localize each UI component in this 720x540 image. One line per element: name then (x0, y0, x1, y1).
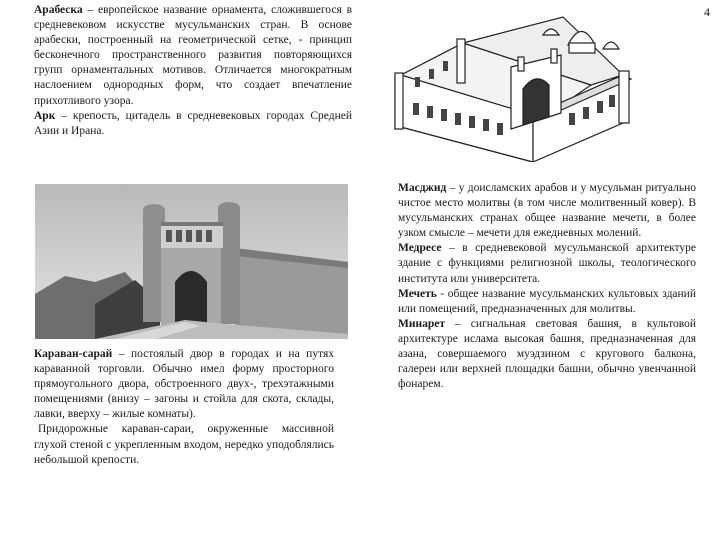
term: Арк (34, 109, 56, 122)
entry-masjid (398, 181, 696, 241)
term: Караван-сарай (34, 348, 113, 360)
definition: – в средневековой мусульманской архитектуре здание с функциями религиозной школы, теологического института или университета. (398, 242, 696, 285)
ark-gate-photo (35, 184, 348, 339)
entry-mosque (398, 287, 696, 317)
term: Медресе (398, 242, 442, 255)
definition: – сигнальная световая башня, в культовой архитектуре ислама высокая башня, предназначенная для азана, совершаемого муэдзином с кругового балкона, галереи или верхней площадки башни, обычно увенчанной фонарем. (398, 317, 696, 391)
definition: – крепость, цитадель в средневековых городах Средней Азии и Ирана. (34, 109, 352, 137)
entry-caravanserai (34, 347, 334, 422)
entry-arabesque (34, 3, 352, 109)
definition: – постоялый двор в городах и на путях караванной торговли. Обычно имел форму просторного прямоугольного двора, обстроенного двух-, трехэтажными помещениями (внизу – загоны и стойла для скота, склады, лавки, вверху – жилые комнаты). (34, 348, 334, 421)
definition: – европейское название орнамента, сложившегося в средневековом искусстве мусульманских стран. В основе арабески, построенный на геометрической сетке, - принцип бесконечного пространственного развития повторяющихся групп орнаментальных мотивов. Отличается многократным наслоением однородных форм, что создает впечатление прихотливого узора. (34, 4, 352, 107)
definition: - общее название мусульманских культовых зданий или помещений, предназначенных для молитвы. (398, 287, 696, 315)
entry-ark (34, 109, 352, 139)
term: Масджид (398, 182, 447, 194)
madrasa-drawing (393, 5, 677, 162)
term: Мечеть (398, 287, 437, 300)
term: Минарет (398, 317, 446, 330)
glossary-right (398, 181, 696, 392)
glossary-left-top (34, 3, 352, 139)
definition: Придорожные караван-сараи, окруженные массивной глухой стеной с укрепленным входом, нередко уподоблялись небольшой крепости. (34, 423, 334, 466)
term: Арабеска (34, 4, 83, 16)
definition: – у доисламских арабов и у мусульман ритуально чистое место молитвы (в том числе молитвенный ковер). В мусульманских странах общее название мечети, в более узком смысле – мечети для ежедневных молений. (398, 182, 696, 240)
glossary-left-bottom (34, 347, 334, 468)
entry-madrasa (398, 241, 696, 286)
entry-minaret (398, 317, 696, 392)
page-number: 4 (704, 5, 710, 19)
entry-caravanserai-continued (34, 422, 334, 467)
